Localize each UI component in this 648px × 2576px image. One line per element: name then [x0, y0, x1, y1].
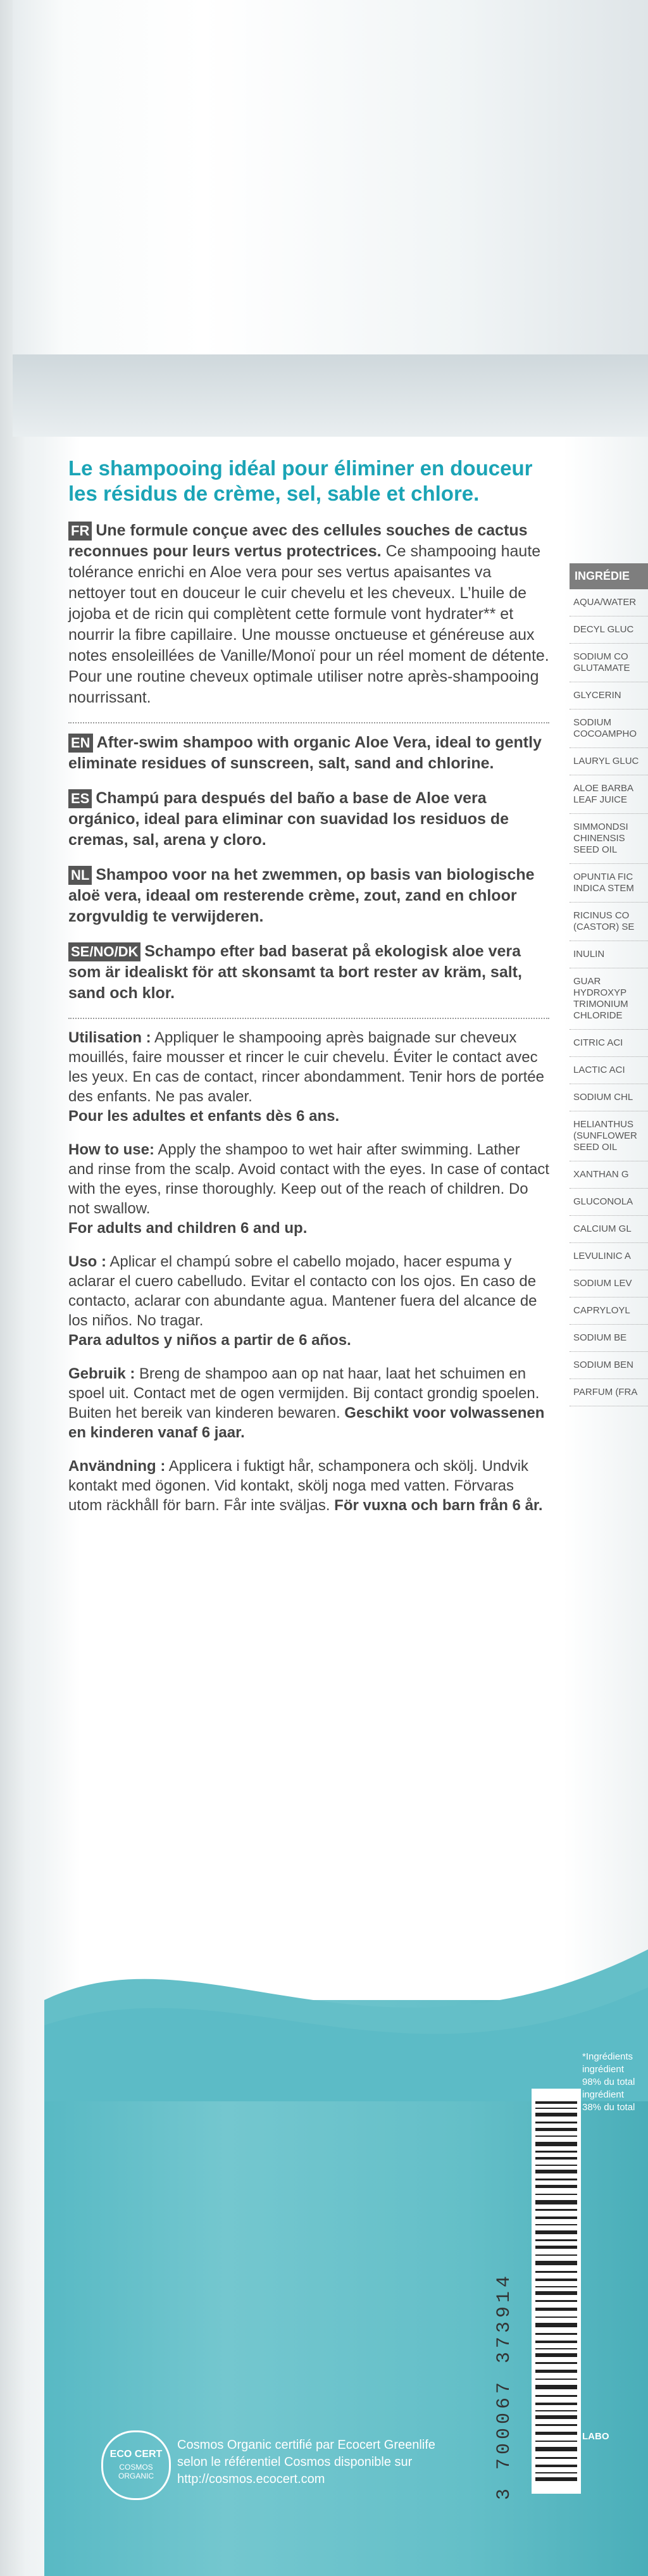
ingredient-item: XANTHAN G	[570, 1161, 648, 1189]
section-fr	[68, 520, 549, 708]
lang-tag-en: EN	[68, 734, 93, 753]
ingredient-item: RICINUS CO (CASTOR) SE	[570, 903, 648, 941]
se-text: Schampo efter bad baserat på ekologisk aloe vera som är idealiskt för att skonsamt ta bort rester av kräm, salt, sand och klor.	[68, 942, 522, 1002]
ingredient-item: SODIUM CHL	[570, 1084, 648, 1111]
ingredient-item: GUAR HYDROXYP TRIMONIUM CHLORIDE	[570, 968, 648, 1030]
ecocert-logo-text: ECO CERT	[109, 2449, 163, 2460]
side-note-line: ingrédient	[582, 2089, 624, 2100]
barcode	[532, 2089, 581, 2494]
side-note-line: ingrédient	[582, 2064, 624, 2075]
headline: Le shampooing idéal pour éliminer en douceur les résidus de crème, sel, sable et chlore.	[68, 456, 533, 505]
ingredient-item: SODIUM CO GLUTAMATE	[570, 644, 648, 682]
certification-text: Cosmos Organic certifié par Ecocert Greenlife selon le référentiel Cosmos disponible sur http://cosmos.ecocert.com	[177, 2438, 435, 2486]
divider	[68, 1018, 549, 1019]
ingredient-item: SODIUM BEN	[570, 1352, 648, 1379]
ingredient-item: LACTIC ACI	[570, 1057, 648, 1084]
ecocert-badge	[101, 2430, 171, 2500]
section-se	[68, 941, 549, 1004]
ingredient-item: LAURYL GLUC	[570, 748, 648, 775]
usage-age-fr: Pour les adultes et enfants dès 6 ans.	[68, 1108, 340, 1125]
section-en	[68, 732, 549, 774]
usage-age-nl: Geschikt voor volwassenen en kinderen vanaf 6 jaar.	[68, 1404, 545, 1441]
usage-text-fr: Appliquer le shampooing après baignade sur cheveux mouillés, faire mousser et rincer le cuir chevelu. Éviter le contact avec les yeux. En cas de contact, rincer abondamment. Tenir hors de portée des enfants. Ne pas avaler.	[68, 1029, 544, 1105]
barcode-number: 3 700067 373914	[494, 2272, 515, 2500]
ingredient-item: ALOE BARBA LEAF JUICE	[570, 775, 648, 814]
divider	[68, 722, 549, 723]
ingredients-list	[570, 589, 648, 1406]
ingredient-item: CALCIUM GL	[570, 1216, 648, 1243]
usage-text-se: Applicera i fuktigt hår, schamponera och skölj. Undvik kontakt med ögonen. Vid kontakt, skölj noga med vatten. Förvaras utom räckhåll för barn. Får inte sväljas.	[68, 1458, 528, 1514]
usage-label-se: Användning :	[68, 1458, 166, 1475]
wave-graphic	[44, 1873, 648, 2101]
lang-tag-fr: FR	[68, 522, 92, 541]
ingredient-item: CAPRYLOYL	[570, 1297, 648, 1325]
ingredient-item: AQUA/WATER	[570, 589, 648, 616]
barcode-bars	[532, 2089, 581, 2494]
cosmos-organic-text: COSMOS ORGANIC	[118, 2463, 154, 2480]
ingredient-item: GLUCONOLA	[570, 1189, 648, 1216]
side-note	[582, 2051, 648, 2443]
ingredient-item: CITRIC ACI	[570, 1030, 648, 1057]
nl-text: Shampoo voor na het zwemmen, op basis van biologische aloë vera, ideaal om resterende crème, zout, zand en chloor zorgvuldig te verwijderen.	[68, 866, 535, 925]
usage-text-nl: Breng de shampoo aan op nat haar, laat het schuimen en spoel uit. Contact met de ogen vermijden. Bij contact grondig spoelen. Buiten het bereik van kinderen bewaren.	[68, 1365, 540, 1422]
lang-tag-es: ES	[68, 789, 92, 808]
label-text-column	[68, 456, 549, 1529]
ingredient-item: INULIN	[570, 941, 648, 968]
manufacturer-name: LABO	[582, 2431, 609, 2442]
ingredient-item: OPUNTIA FIC INDICA STEM	[570, 864, 648, 903]
usage-label-en: How to use:	[68, 1141, 154, 1158]
es-text: Champú para después del baño a base de Aloe vera orgánico, ideal para eliminar con suavidad los residuos de cremas, sal, arena y cloro.	[68, 789, 509, 849]
section-nl	[68, 865, 549, 927]
usage-label-es: Uso :	[68, 1253, 106, 1270]
usage-instructions	[68, 1028, 549, 1515]
ingredient-item: HELIANTHUS (SUNFLOWER SEED OIL	[570, 1111, 648, 1161]
fr-lead: Une formule conçue avec des cellules souches de cactus reconnues pour leurs vertus protectrices.	[68, 522, 528, 560]
usage-label-nl: Gebruik :	[68, 1365, 135, 1382]
side-note-line: *Ingrédients	[582, 2051, 633, 2062]
side-note-line: 98% du total	[582, 2077, 635, 2087]
usage-text-es: Aplicar el champú sobre el cabello mojado, hacer espuma y aclarar el cuero cabelludo. Evitar el contacto con los ojos. En caso de contacto, aclarar con abundante agua. Mantener fuera del alcance de los niños. No tragar.	[68, 1253, 537, 1329]
side-note-line: 38% du total	[582, 2102, 635, 2113]
lang-tag-se: SE/NO/DK	[68, 942, 140, 961]
usage-age-en: For adults and children 6 and up.	[68, 1220, 308, 1237]
bottle-cap	[13, 0, 648, 356]
ingredient-item: PARFUM (FRA	[570, 1379, 648, 1406]
ingredient-item: SODIUM COCOAMPHO	[570, 710, 648, 748]
ingredients-panel	[570, 563, 648, 1406]
usage-age-es: Para adultos y niños a partir de 6 años.	[68, 1332, 351, 1349]
usage-label-fr: Utilisation :	[68, 1029, 151, 1046]
en-text: After-swim shampoo with organic Aloe Vera, ideal to gently eliminate residues of sunscreen, salt, sand and chlorine.	[68, 734, 542, 772]
ingredient-item: GLYCERIN	[570, 682, 648, 710]
usage-age-se: För vuxna och barn från 6 år.	[334, 1497, 543, 1514]
section-es	[68, 788, 549, 851]
ingredient-item: SIMMONDSI CHINENSIS SEED OIL	[570, 814, 648, 864]
lang-tag-nl: NL	[68, 866, 92, 885]
ingredient-item: LEVULINIC A	[570, 1243, 648, 1270]
fr-body: Ce shampooing haute tolérance enrichi en Aloe vera pour ses vertus apaisantes va nettoyer tout en douceur le cuir chevelu et les cheveux. L’huile de jojoba et de ricin qui complètent cette formule vont hydrater** et nourrir la fibre capillaire. Une mousse onctueuse et généreuse aux notes ensoleillées de Vanille/Monoï pour un réel moment de détente. Pour une routine cheveux optimale utiliser notre après-shampooing nourrissant.	[68, 542, 549, 706]
bottle-neck	[13, 354, 648, 437]
usage-text-en: Apply the shampoo to wet hair after swimming. Lather and rinse from the scalp. Avoid contact with the eyes. In case of contact with the eyes, rinse thoroughly. Keep out of the reach of children. Do not swallow.	[68, 1141, 549, 1217]
ingredient-item: DECYL GLUC	[570, 616, 648, 644]
ingredient-item: SODIUM LEV	[570, 1270, 648, 1297]
ingredient-item: SODIUM BE	[570, 1325, 648, 1352]
ingredients-header: INGRÉDIE	[570, 563, 648, 589]
